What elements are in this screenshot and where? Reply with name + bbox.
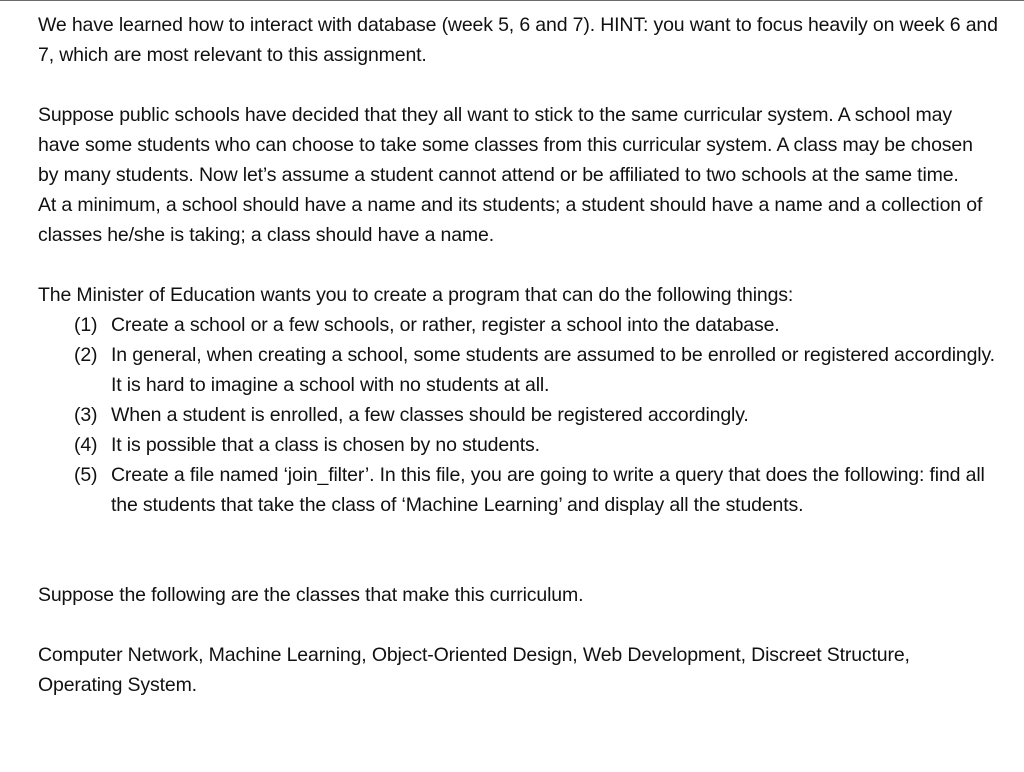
assignment-document [38,10,998,700]
intro-paragraph: We have learned how to interact with database (week 5, 6 and 7). HINT: you want to focus heavily on week 6 and 7, which are most relevant to this assignment. [38,14,998,66]
list-item [38,340,998,400]
list-item-number: (2) [74,344,98,366]
list-item [38,310,998,340]
spacer [38,70,998,100]
list-item-number: (3) [74,404,98,426]
list-item [38,430,998,460]
requirements-list [38,310,998,520]
list-item [38,400,998,430]
list-item-number: (4) [74,434,98,456]
requirements-lead: The Minister of Education wants you to create a program that can do the following things: [38,284,794,306]
list-item [38,460,998,520]
top-border [0,0,1024,1]
list-item-text: In general, when creating a school, some students are assumed to be enrolled or registered accordingly. It is hard to imagine a school with no students at all. [111,344,995,396]
spacer [38,250,998,280]
curriculum-lead: Suppose the following are the classes that make this curriculum. [38,584,584,606]
list-item-text: When a student is enrolled, a few classes should be registered accordingly. [111,404,749,426]
list-item-text: Create a file named ‘join_filter’. In this file, you are going to write a query that does the following: find all the students that take the class of ‘Machine Learning’ and display all the students. [111,464,985,516]
scenario-paragraph: Suppose public schools have decided that they all want to stick to the same curricular system. A school may have some students who can choose to take some classes from this curricular system. A class may be chosen by many students. Now let’s assume a student cannot attend or be affiliated to two schools at the same time. [38,104,973,186]
list-item-number: (5) [74,464,98,486]
list-item-text: It is possible that a class is chosen by no students. [111,434,540,456]
list-item-text: Create a school or a few schools, or rather, register a school into the database. [111,314,780,336]
list-item-number: (1) [74,314,98,336]
curriculum-classes: Computer Network, Machine Learning, Object-Oriented Design, Web Development, Discreet Structure, Operating System. [38,644,910,696]
spacer [38,610,998,640]
minimum-requirements-paragraph: At a minimum, a school should have a name and its students; a student should have a name and a collection of classes he/she is taking; a class should have a name. [38,194,983,246]
spacer [38,520,998,580]
